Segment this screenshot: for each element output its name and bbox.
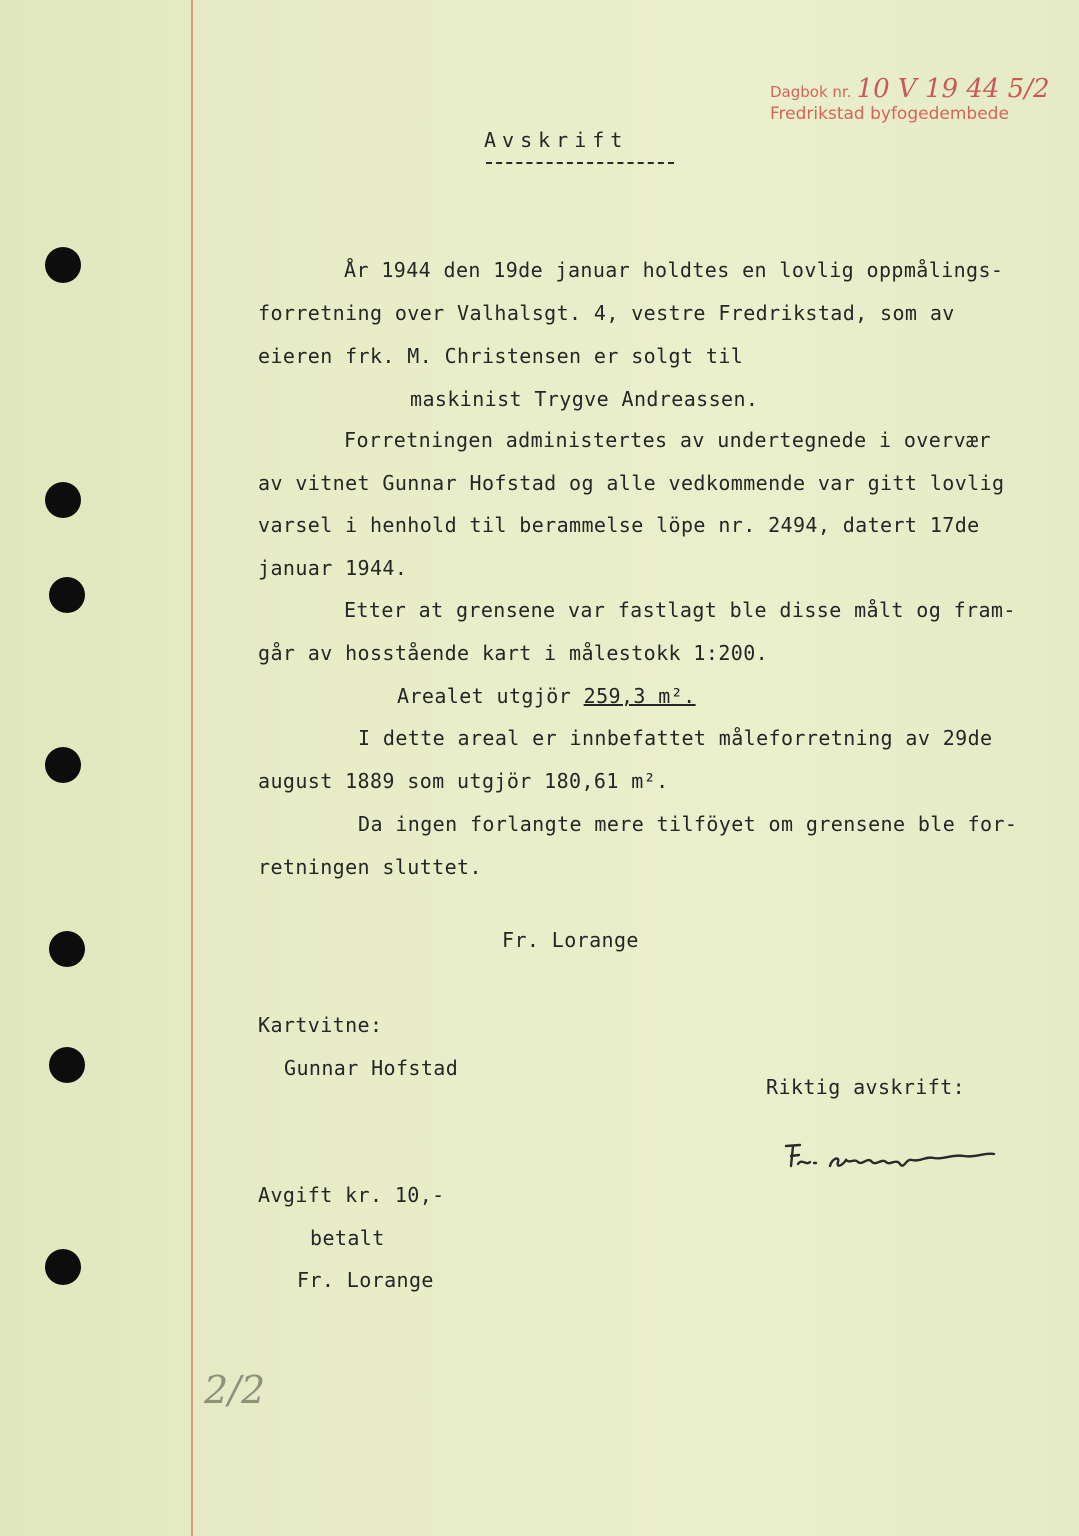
fee-signer: Fr. Lorange bbox=[297, 1268, 434, 1292]
punch-hole bbox=[45, 247, 81, 283]
document-heading: Avskrift bbox=[484, 128, 629, 152]
area-label: Arealet utgjör bbox=[397, 684, 572, 708]
witness-label: Kartvitne: bbox=[258, 1013, 383, 1037]
body-line: Forretningen administertes av undertegnede i overvær bbox=[344, 428, 991, 452]
punch-hole bbox=[49, 1047, 85, 1083]
punch-hole bbox=[45, 747, 81, 783]
journal-stamp bbox=[770, 74, 1050, 104]
stamp-journal-number: 10 V 19 44 5/2 bbox=[856, 74, 1050, 104]
body-line: Etter at grensene var fastlagt ble disse målt og fram- bbox=[344, 598, 1016, 622]
punch-hole bbox=[49, 931, 85, 967]
punch-hole bbox=[49, 577, 85, 613]
witness-name: Gunnar Hofstad bbox=[284, 1056, 459, 1080]
margin-rule bbox=[191, 0, 193, 1536]
body-line: januar 1944. bbox=[258, 556, 408, 580]
area-value: 259,3 m². bbox=[583, 684, 696, 708]
body-line: I dette areal er innbefattet måleforretning av 29de bbox=[358, 726, 993, 750]
punch-hole bbox=[45, 1249, 81, 1285]
body-line: går av hosstående kart i målestokk 1:200. bbox=[258, 641, 769, 665]
body-line: eieren frk. M. Christensen er solgt til bbox=[258, 344, 744, 368]
stamp-office: Fredrikstad byfogedembede bbox=[770, 104, 1009, 124]
signer-name: Fr. Lorange bbox=[502, 928, 639, 952]
body-line: august 1889 som utgjör 180,61 m². bbox=[258, 769, 669, 793]
body-line: Da ingen forlangte mere tilföyet om grensene ble for- bbox=[358, 812, 1018, 836]
fee-amount: Avgift kr. 10,- bbox=[258, 1183, 445, 1207]
fee-status: betalt bbox=[310, 1226, 385, 1250]
handwritten-signature bbox=[780, 1136, 1000, 1176]
body-line: forretning over Valhalsgt. 4, vestre Fredrikstad, som av bbox=[258, 301, 955, 325]
body-line: maskinist Trygve Andreassen. bbox=[410, 387, 759, 411]
stamp-journal-label: Dagbok nr. bbox=[770, 83, 852, 101]
pencil-mark: 2/2 bbox=[204, 1368, 266, 1412]
body-line: År 1944 den 19de januar holdtes en lovlig oppmålings- bbox=[344, 258, 1004, 282]
punch-hole bbox=[45, 482, 81, 518]
body-line: varsel i henhold til berammelse löpe nr. 2494, datert 17de bbox=[258, 513, 980, 537]
body-line: av vitnet Gunnar Hofstad og alle vedkommende var gitt lovlig bbox=[258, 471, 1005, 495]
certified-label: Riktig avskrift: bbox=[766, 1075, 966, 1099]
heading-underline bbox=[486, 162, 674, 164]
body-line: retningen sluttet. bbox=[258, 855, 482, 879]
area-line bbox=[397, 684, 696, 708]
